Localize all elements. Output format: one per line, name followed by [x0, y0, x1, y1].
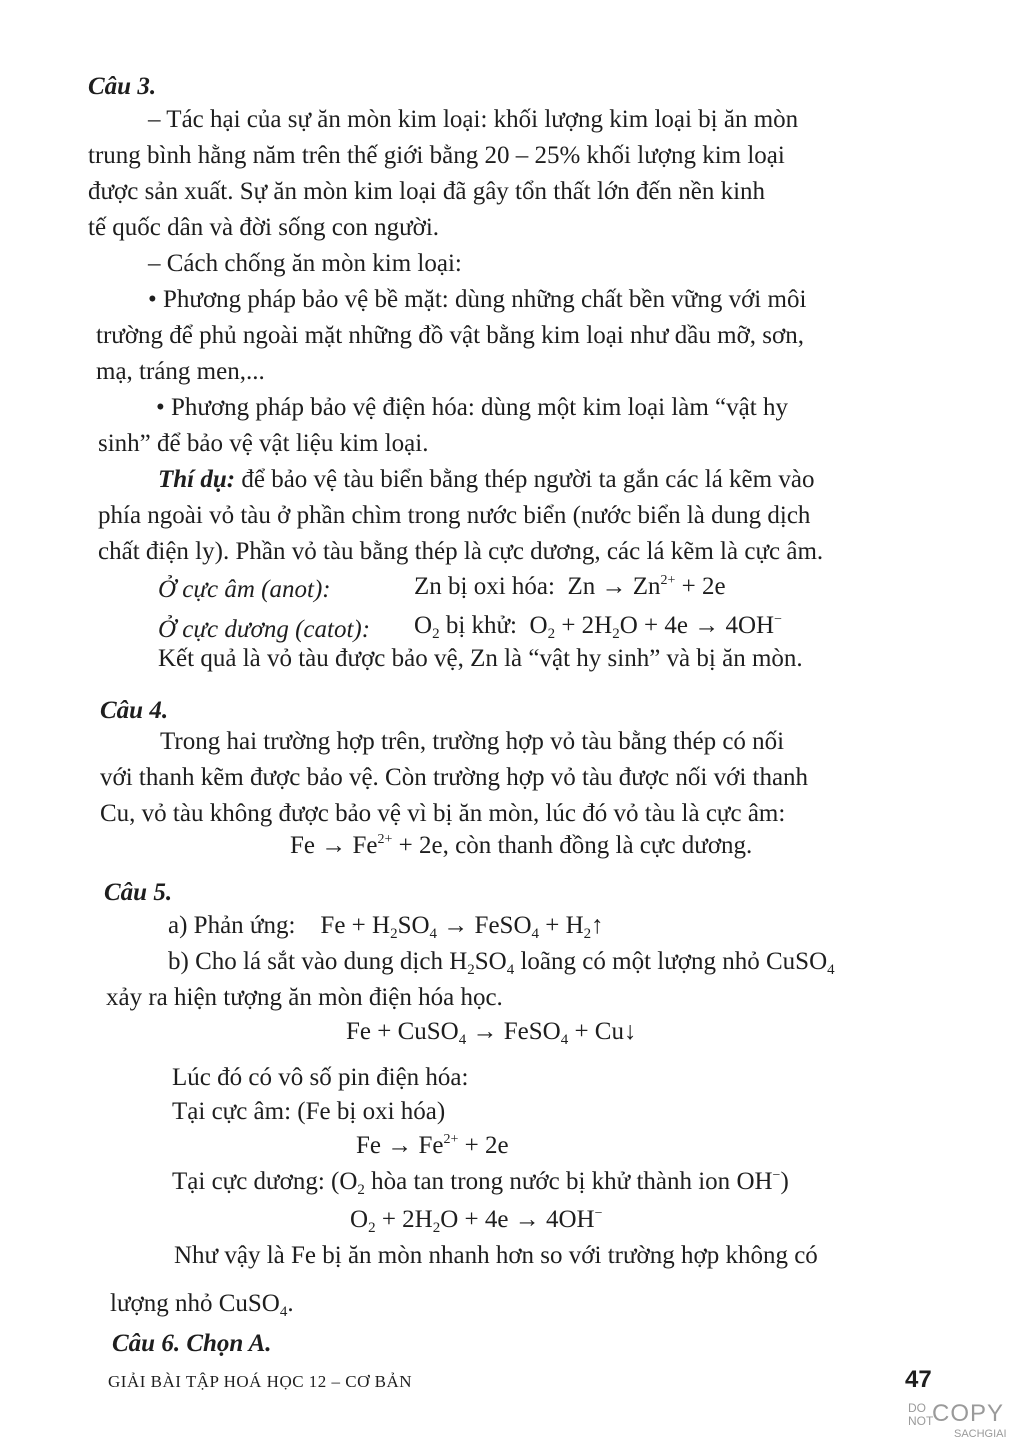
- q4-equation-tail: , còn thanh đồng là cực dương.: [442, 832, 753, 859]
- q5-b-equation: Fe + CuSO$_4$ → FeSO$_4$ + Cu↓: [346, 1018, 637, 1048]
- q3-line-1: – Tác hại của sự ăn mòn kim loại: khối lượng kim loại bị ăn mòn: [148, 106, 799, 133]
- question-3-heading: Câu 3.: [88, 73, 157, 100]
- q3-example-line-1: [158, 464, 814, 496]
- anode-label: Ở cực âm (anot):: [158, 576, 331, 603]
- q5-pin-line: Lúc đó có vô số pin điện hóa:: [172, 1064, 469, 1091]
- q4-line-1: Trong hai trường hợp trên, trường hợp vỏ tàu bằng thép có nối: [160, 728, 785, 755]
- q4-equation: $Fe \to Fe^{2+} + 2e$, còn thanh đồng là cực dương.: [290, 832, 753, 859]
- q3-line-2: trung bình hằng năm trên thế giới bằng 20 – 25% khối lượng kim loại: [88, 142, 785, 169]
- q3-example-line-2: phía ngoài vỏ tàu ở phần chìm trong nước biển (nước biển là dung dịch: [98, 502, 811, 529]
- q5-positive-equation: $O_2 + 2H_2O + 4e \to 4OH^-$: [350, 1206, 603, 1236]
- page-number: 47: [905, 1366, 932, 1393]
- q5-negative-line: Tại cực âm: (Fe bị oxi hóa): [172, 1098, 446, 1125]
- q3-line-5: – Cách chống ăn mòn kim loại:: [148, 250, 462, 277]
- book-title-footer: GIẢI BÀI TẬP HOÁ HỌC 12 – CƠ BẢN: [108, 1372, 413, 1391]
- q5-conclusion-line-2: lượng nhỏ CuSO$_4$.: [110, 1290, 294, 1320]
- anode-equation: Zn bị oxi hóa: $Zn \to Zn^{2+} + 2e$: [414, 573, 726, 600]
- cathode-text: bị khử:: [445, 612, 518, 639]
- q5-positive-post: ): [780, 1168, 789, 1195]
- q3-line-8: mạ, tráng men,...: [96, 358, 265, 385]
- q3-line-3: được sản xuất. Sự ăn mòn kim loại đã gây tổn thất lớn đến nền kinh: [88, 178, 766, 205]
- question-5-heading: Câu 5.: [104, 879, 173, 906]
- q5-b-text-2: loãng có một lượng nhỏ: [520, 948, 760, 975]
- q4-line-3: Cu, vỏ tàu không được bảo vệ vì bị ăn mòn, lúc đó vỏ tàu là cực âm:: [100, 800, 786, 827]
- watermark-copy: COPY: [932, 1400, 1005, 1427]
- q5-a-line: a) Phản ứng: $Fe + H_2SO_4$ → FeSO$_4$ + $H_2↑$: [168, 912, 604, 942]
- example-text-1: để bảo vệ tàu biển bằng thép người ta gắn các lá kẽm vào: [241, 466, 815, 493]
- q5-negative-equation: $Fe \to Fe^{2+} + 2e$: [356, 1132, 509, 1159]
- question-6-heading: Câu 6. Chọn A.: [112, 1330, 272, 1357]
- q5-positive-pre: Tại cực dương: (: [172, 1168, 340, 1195]
- q5-conclusion-pre: lượng nhỏ: [110, 1290, 213, 1317]
- q3-example-line-3: chất điện ly). Phần vỏ tàu bằng thép là cực dương, các lá kẽm là cực âm.: [98, 538, 824, 565]
- q3-line-10: sinh” để bảo vệ vật liệu kim loại.: [98, 430, 429, 457]
- q3-result: Kết quả là vỏ tàu được bảo vệ, Zn là “vật hy sinh” và bị ăn mòn.: [158, 645, 803, 672]
- q5-positive-mid: hòa tan trong nước bị khử thành ion: [371, 1168, 731, 1195]
- q5-conclusion-line-1: Như vậy là Fe bị ăn mòn nhanh hơn so với trường hợp không có: [174, 1242, 818, 1269]
- q4-line-2: với thanh kẽm được bảo vệ. Còn trường hợp vỏ tàu được nối với thanh: [100, 764, 809, 791]
- q3-line-9: • Phương pháp bảo vệ điện hóa: dùng một kim loại làm “vật hy: [156, 394, 788, 421]
- do-not-copy-watermark: [908, 1402, 1018, 1444]
- q5-b-text-1: b) Cho lá sắt vào dung dịch: [168, 948, 443, 975]
- example-label: Thí dụ:: [158, 466, 236, 493]
- cathode-label: Ở cực dương (catot):: [158, 616, 371, 643]
- anode-text: Zn bị oxi hóa:: [414, 573, 555, 600]
- q5-b-line-1: b) Cho lá sắt vào dung dịch $H_2SO_4$ loãng có một lượng nhỏ CuSO$_4$: [168, 948, 835, 978]
- q5-positive-line: Tại cực dương: ($O_2$ hòa tan trong nước bị khử thành ion OH−): [172, 1168, 789, 1198]
- q5-b-line-2: xảy ra hiện tượng ăn mòn điện hóa học.: [106, 984, 503, 1011]
- q3-line-7: trường để phủ ngoài mặt những đồ vật bằng kim loại như dầu mỡ, sơn,: [96, 322, 804, 349]
- q5-conclusion-post: .: [287, 1290, 294, 1317]
- question-4-heading: Câu 4.: [100, 697, 169, 724]
- q3-line-4: tế quốc dân và đời sống con người.: [88, 214, 440, 241]
- cathode-equation: $O_2$ bị khử: $O_2 + 2H_2O + 4e \to 4OH^-$: [414, 612, 782, 642]
- watermark-do: DO: [908, 1401, 926, 1415]
- q3-line-6: • Phương pháp bảo vệ bề mặt: dùng những chất bền vững với môi: [148, 286, 807, 313]
- watermark-site: SACHGIAI: [954, 1428, 1007, 1440]
- q5-a-label: a) Phản ứng:: [168, 912, 296, 939]
- watermark-not: NOT: [908, 1414, 934, 1428]
